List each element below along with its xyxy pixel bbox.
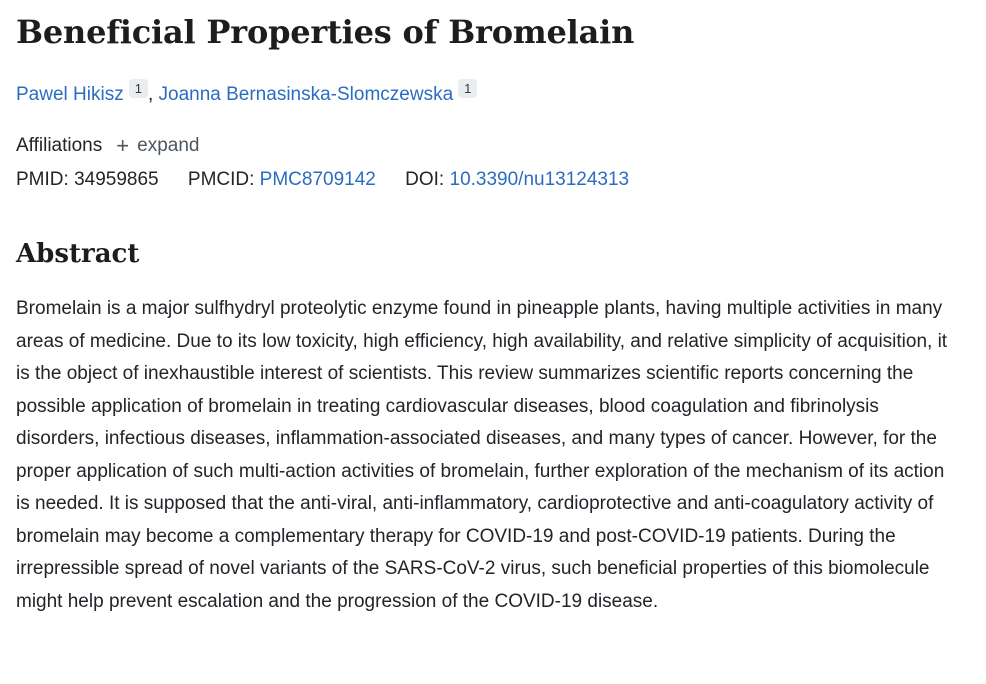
author-separator: , <box>147 84 159 105</box>
doi-item <box>405 169 629 190</box>
pmid-value: 34959865 <box>74 169 159 190</box>
affiliations-expand-button[interactable] <box>116 135 199 157</box>
pmid-item <box>16 169 159 190</box>
abstract-text: Bromelain is a major sulfhydryl proteolytic enzyme found in pineapple plants, having multiple activities in many areas of medicine. Due to its low toxicity, high efficiency, high availability, and relative simplicity of acquisition, it is the object of inexhaustible interest of scientists. This review summarizes scientific reports concerning the possible application of bromelain in treating cardiovascular diseases, blood coagulation and fibrinolysis disorders, infectious diseases, inflammation-associated diseases, and many types of cancer. However, for the proper application of such multi-action activities of bromelain, further exploration of the mechanism of its action is needed. It is supposed that the anti-viral, anti-inflammatory, cardioprotective and anti-coagulatory activity of bromelain may become a complementary therapy for COVID-19 and post-COVID-19 patients. During the irrepressible spread of novel variants of the SARS-CoV-2 virus, such beneficial properties of this biomolecule might help prevent escalation and the progression of the COVID-19 disease. <box>16 298 948 612</box>
author-link-pawel-hikisz[interactable]: Pawel Hikisz <box>16 84 124 105</box>
pmid-label: PMID: <box>16 169 69 190</box>
pmcid-item <box>188 169 376 190</box>
author-affiliation-badge[interactable]: 1 <box>129 79 148 98</box>
expand-label: expand <box>137 135 200 156</box>
pmcid-link[interactable]: PMC8709142 <box>259 169 376 190</box>
doi-label: DOI: <box>405 169 445 190</box>
abstract-heading: Abstract <box>16 239 140 269</box>
pmcid-label: PMCID: <box>187 169 255 190</box>
author-item <box>16 81 159 105</box>
identifiers-row <box>16 167 962 193</box>
author-item <box>158 81 478 105</box>
affiliations-row <box>16 133 962 159</box>
affiliations-label: Affiliations <box>16 135 103 156</box>
author-affiliation-badge[interactable]: 1 <box>458 79 477 98</box>
author-link-joanna-bernasinska-slomczewska[interactable]: Joanna Bernasinska-Slomczewska <box>158 84 454 105</box>
plus-icon: + <box>116 133 130 158</box>
article-title: Beneficial Properties of Bromelain <box>16 13 635 51</box>
doi-link[interactable]: 10.3390/nu13124313 <box>449 169 630 190</box>
authors-line <box>16 79 962 108</box>
